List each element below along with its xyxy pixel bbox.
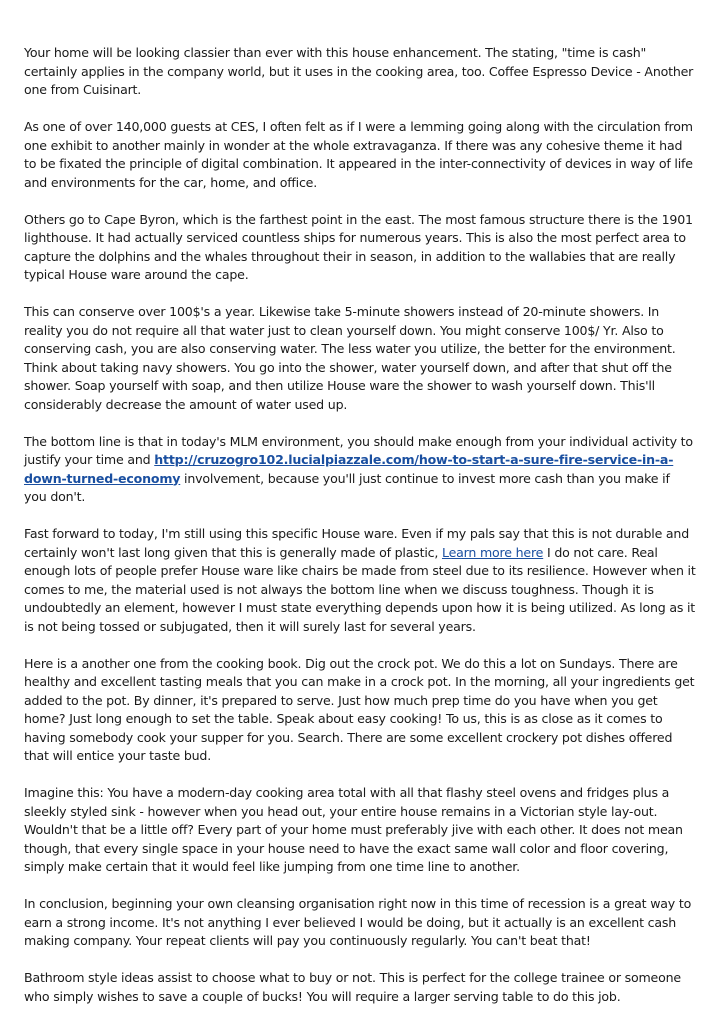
paragraph-text: Your home will be looking classier than ever with this house enhancement. The stating, "time is cash" certainly applies in the company world, but it uses in the cooking area, too. Coffee Espresso Device - Another one from Cuisinart. [24, 45, 694, 97]
paragraph-text: As one of over 140,000 guests at CES, I often felt as if I were a lemming going along with the circulation from one exhibit to another mainly in wonder at the whole extravaganza. If there was any cohesive theme it had to be fixated the principle of digital combination. It appeared in the inter-connectivity of devices in way of life and environments for the car, home, and office. [24, 119, 693, 190]
paragraph-10 [24, 969, 696, 1006]
paragraph-8 [24, 784, 696, 877]
paragraph-text: Others go to Cape Byron, which is the farthest point in the east. The most famous structure there is the 1901 lighthouse. It had actually serviced countless ships for numerous years. This is also the most perfect area to capture the dolphins and the whales throughout their in season, in addition to the wallabies that are really typical House ware around the cape. [24, 211, 693, 282]
paragraph-text: The bottom line is that in today's MLM environment, you should make enough from your individual activity to justify your time and [24, 433, 693, 467]
paragraph-2 [24, 118, 696, 192]
paragraph-text: involvement, because you'll just continue to invest more cash than you make if you don't. [24, 470, 670, 504]
paragraph-text: Bathroom style ideas assist to choose what to buy or not. This is perfect for the college trainee or someone who simply wishes to save a couple of bucks! You will require a larger serving table to do this job. [24, 970, 681, 1004]
inline-link[interactable]: Learn more here [441, 544, 544, 560]
inline-link[interactable]: http://cruzogro102.lucialpiazzale.com/how-to-start-a-sure-fire-service-in-a-down-turned-economy [24, 452, 674, 486]
paragraph-text: Here is a another one from the cooking book. Dig out the crock pot. We do this a lot on Sundays. There are healthy and excellent tasting meals that you can make in a crock pot. In the morning, all your ingredients get added to the pot. By dinner, it's prepared to serve. Just how much prep time do you have when you get home? Just long enough to set the table. Speak about easy cooking! To us, this is as close as it comes to having somebody cook your supper for you. Search. There are some excellent crockery pot dishes offered that will entice your taste bud. [24, 655, 695, 763]
paragraph-6 [24, 525, 696, 636]
paragraph-1 [24, 44, 696, 100]
paragraph-text: Imagine this: You have a modern-day cooking area total with all that flashy steel ovens and fridges plus a sleekly styled sink - however when you head out, your entire house remains in a Victorian style lay-out. Wouldn't that be a little off? Every part of your home must preferably jive with each other. It does not mean though, that every single space in your house need to have the exact same wall color and floor covering, simply make certain that it would feel like jumping from one time line to another. [24, 785, 683, 874]
paragraph-5 [24, 433, 696, 507]
paragraph-4 [24, 303, 696, 414]
paragraph-text: This can conserve over 100$'s a year. Likewise take 5-minute showers instead of 20-minute showers. In reality you do not require all that water just to clean yourself down. You might conserve 100$/ Yr. Also to conserving cash, you are also conserving water. The less water you utilize, the better for the environment. Think about taking navy showers. You go into the shower, water yourself down, and after that shut off the shower. Soap yourself with soap, and then utilize House ware the shower to wash yourself down. This'll considerably decrease the amount of water used up. [24, 304, 676, 412]
paragraph-7 [24, 655, 696, 766]
paragraph-text: In conclusion, beginning your own cleansing organisation right now in this time of recession is a great way to earn a strong income. It's not anything I ever believed I would be doing, but it actually is an excellent cash making company. Your repeat clients will pay you continuously regularly. You can't beat that! [24, 896, 692, 948]
paragraph-text: Fast forward to today, I'm still using this specific House ware. Even if my pals say that this is not durable and certainly won't last long given that this is generally made of plastic, [24, 526, 690, 560]
document-body [24, 44, 696, 1025]
paragraph-3 [24, 211, 696, 285]
paragraph-9 [24, 895, 696, 951]
paragraph-text: I do not care. Real enough lots of people prefer House ware like chairs be made from steel due to its resilience. However when it comes to me, the material used is not always the bottom line when we discuss toughness. Though it is undoubtedly an element, however I must state everything depends upon how it is being utilized. As long as it is not being tossed or subjugated, then it will surely last for several years. [24, 544, 696, 634]
